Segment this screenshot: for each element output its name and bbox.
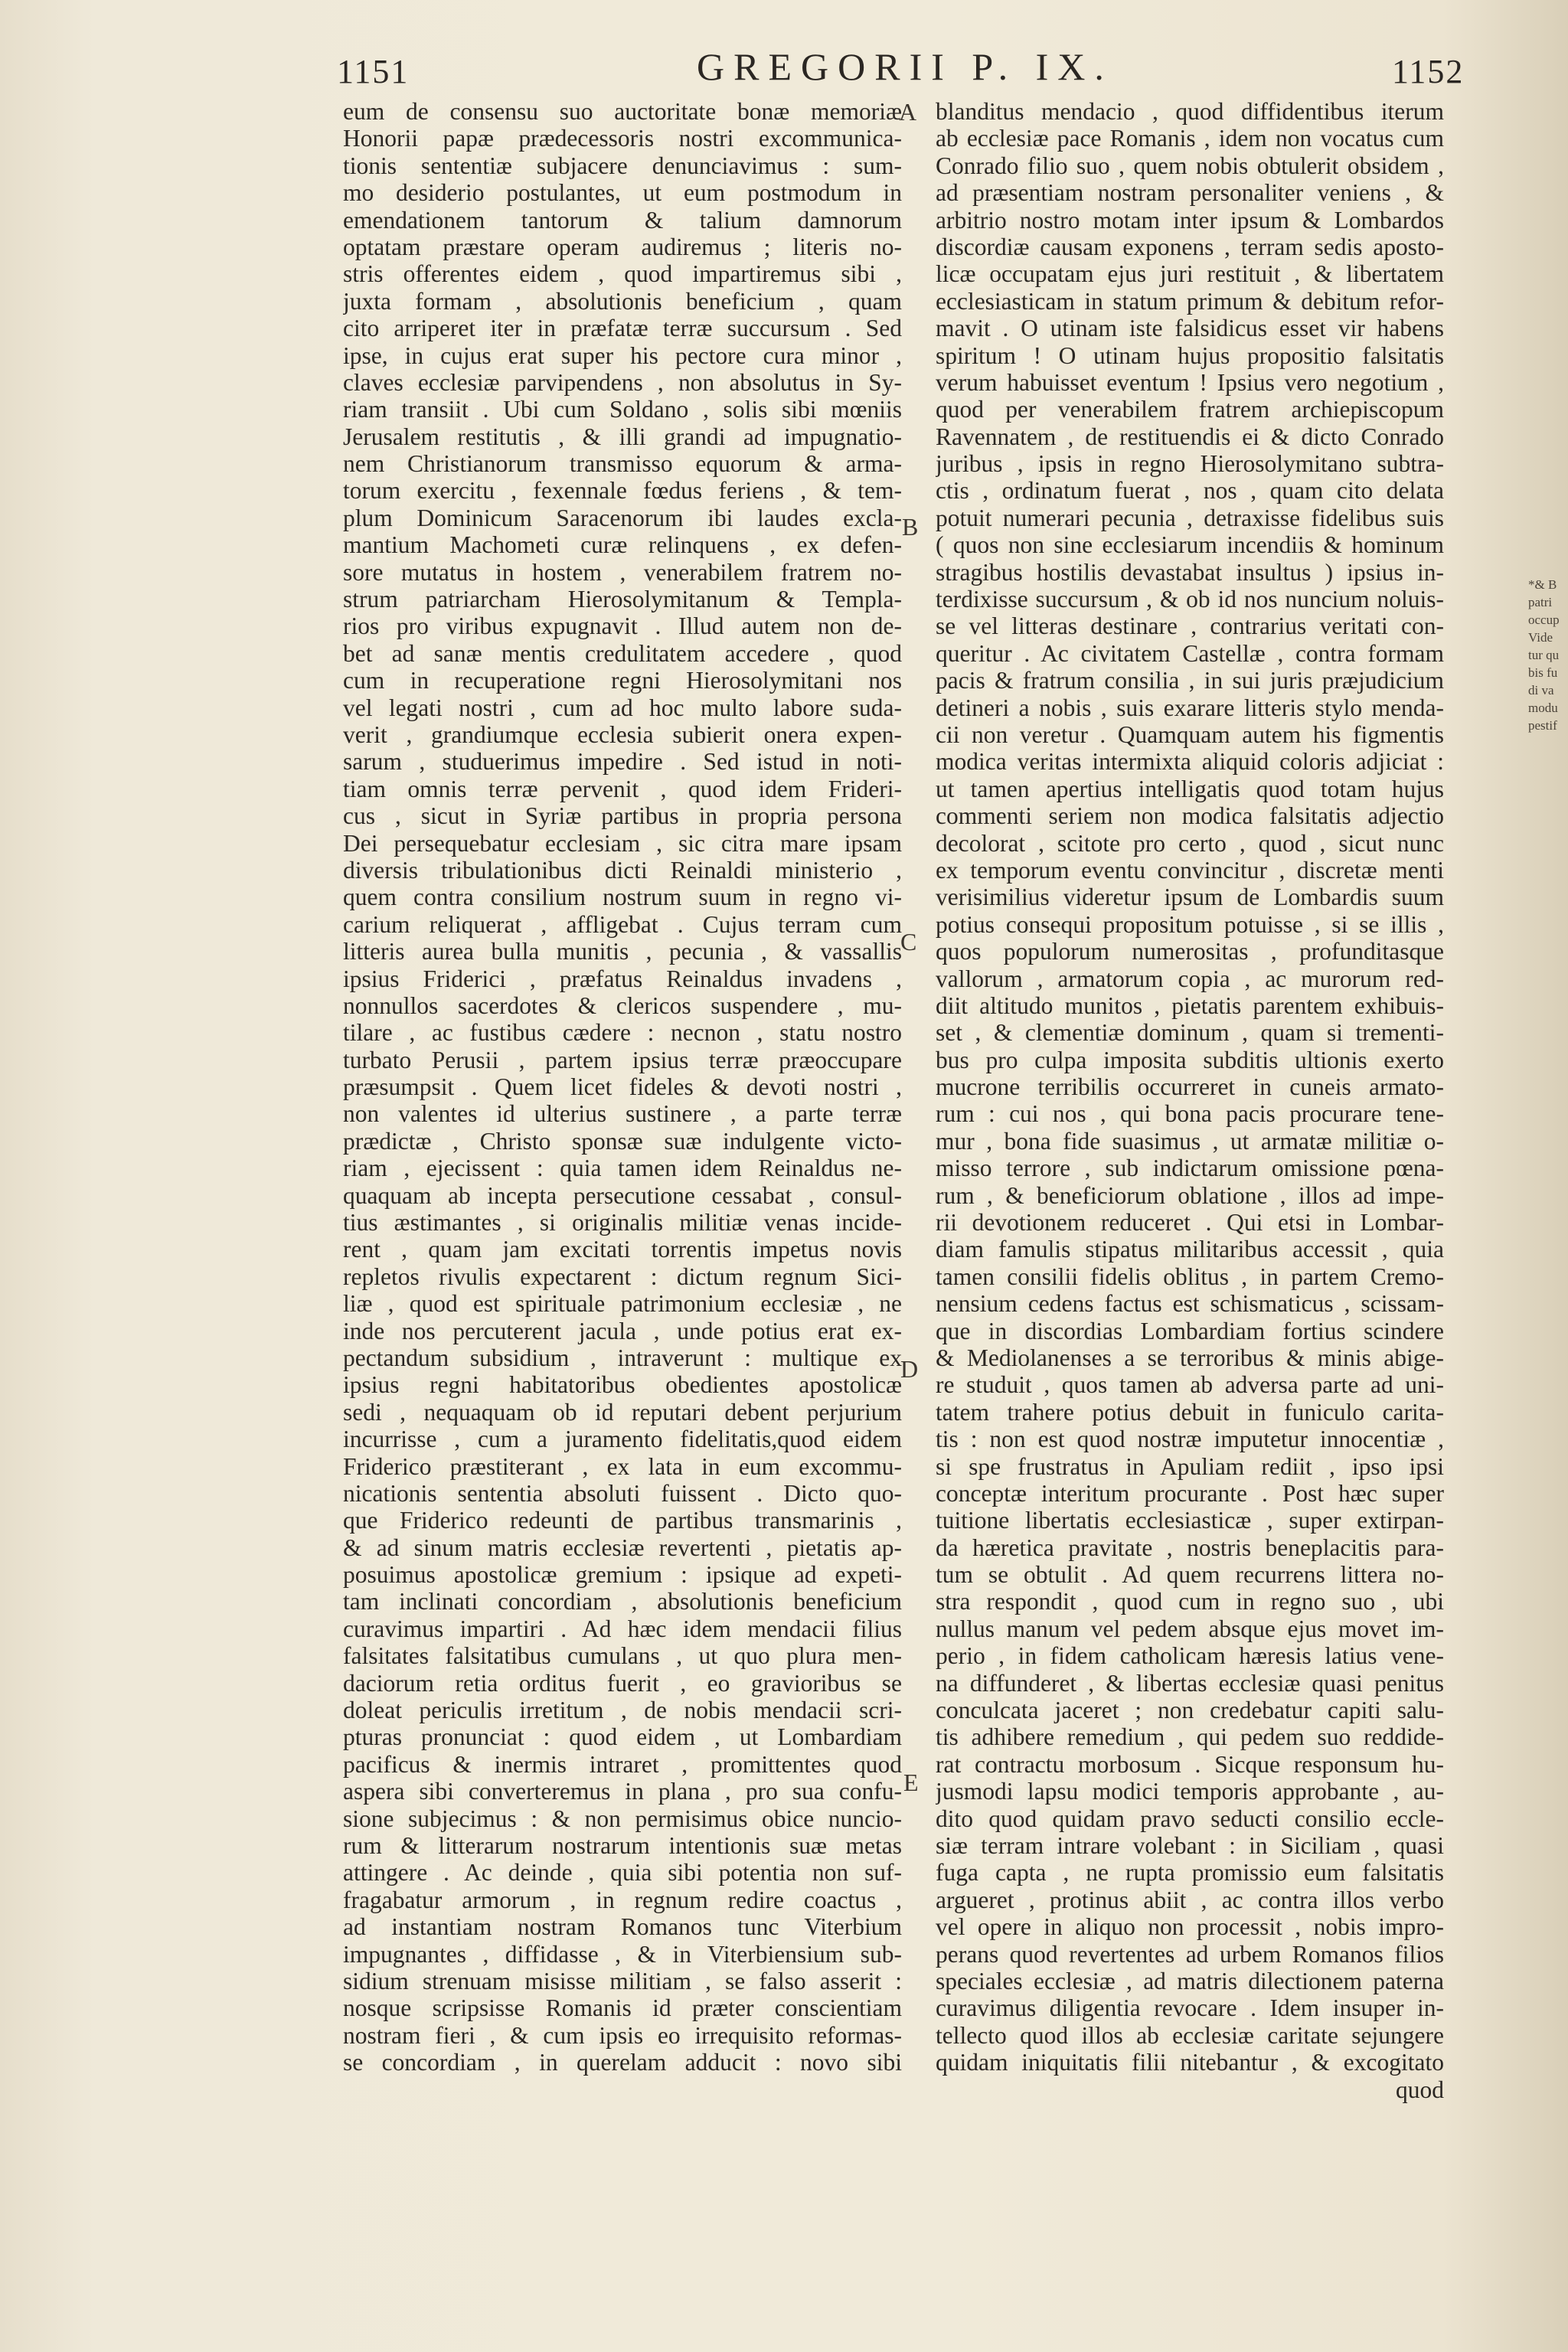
- text-line: ( quos non sine ecclesiarum incendiis & hominum: [936, 531, 1444, 559]
- text-line: bus pro culpa imposita subditis ultionis exerto: [936, 1046, 1444, 1073]
- text-line: se concordiam , in querelam adducit : novo sibi: [343, 2049, 902, 2076]
- text-line: stris offerentes eidem , quod impartiremus sibi ,: [343, 260, 902, 288]
- text-line: jusmodi lapsu modici temporis approbante , au-: [936, 1778, 1444, 1805]
- text-line: rios pro viribus expugnavit . Illud autem non de-: [343, 612, 902, 640]
- marginal-note-line: *& B: [1528, 577, 1557, 592]
- text-line: pacis & fratrum consilia , in sui juris præjudicium: [936, 667, 1444, 694]
- text-line: impugnantes , diffidasse , & in Viterbiensium sub-: [343, 1940, 902, 1968]
- text-line: diam famulis stipatus militaribus accessit , quia: [936, 1236, 1444, 1263]
- text-line: & ad sinum matris ecclesiæ revertenti , pietatis ap-: [343, 1534, 902, 1561]
- text-line: conceptæ interitum procurante . Post hæc super: [936, 1479, 1444, 1507]
- text-line: cito arriperet iter in præfatæ terræ succursum . Sed: [343, 315, 902, 342]
- text-line: nem Christianorum transmisso equorum & arma-: [343, 450, 902, 478]
- text-line: que in discordias Lombardiam fortius scindere: [936, 1317, 1444, 1344]
- text-line: quem contra consilium nostrum suum in regno vi-: [343, 884, 902, 911]
- text-line: pacificus & inermis intraret , promittentes quod: [343, 1750, 902, 1778]
- marginal-note-line: bis fu: [1528, 665, 1558, 680]
- text-line: discordiæ causam exponens , terram sedis aposto-: [936, 233, 1444, 260]
- text-line: detineri a nobis , suis exarare litteris stylo menda-: [936, 694, 1444, 721]
- text-line: bet ad sanæ mentis credulitatem accedere , quod: [343, 639, 902, 667]
- marginal-note-line: occup: [1528, 612, 1560, 627]
- margin-letter-e: E: [903, 1769, 919, 1796]
- folio-number-left: 1151: [337, 53, 410, 90]
- marginal-note: [1528, 576, 1568, 734]
- text-line: rii devotionem reduceret . Qui etsi in Lombar-: [936, 1209, 1444, 1236]
- margin-letter-c: C: [900, 928, 917, 956]
- text-line: tamen consilii fidelis oblitus , in partem Cremo-: [936, 1263, 1444, 1290]
- text-line: optatam præstare operam audiremus ; literis no-: [343, 233, 902, 260]
- text-line: incurrisse , cum a juramento fidelitatis,quod eidem: [343, 1426, 902, 1453]
- text-line: nosque scripsisse Romanis id præter conscientiam: [343, 1994, 902, 2022]
- text-line: mur , bona fide suasimus , ut armatæ militiæ o-: [936, 1127, 1444, 1155]
- running-title: GREGORII P. IX.: [697, 45, 1113, 88]
- text-line: sedi , nequaquam ob id reputari debent perjurium: [343, 1398, 902, 1426]
- text-line: vel legati nostri , cum ad hoc multo labore suda-: [343, 694, 902, 721]
- text-line: nonnullos sacerdotes & clericos suspendere , mu-: [343, 991, 902, 1019]
- text-line: cii non veretur . Quamquam autem his figmentis: [936, 720, 1444, 748]
- text-line: curavimus diligentia revocare . Idem insuper in-: [936, 1994, 1444, 2022]
- text-line: ipsius regni habitatoribus obedientes apostolicæ: [343, 1371, 902, 1399]
- text-line: argueret , protinus abiit , ac contra illos verbo: [936, 1886, 1444, 1913]
- text-line: quaquam ab incepta persecutione cessabat , consul-: [343, 1181, 902, 1209]
- text-line: rum , & beneficiorum oblatione , illos ad impe-: [936, 1181, 1444, 1209]
- text-line: verit , grandiumque ecclesia subierit onera expen-: [343, 720, 902, 748]
- text-line: potuit numerari pecunia , detraxisse fidelibus suis: [936, 504, 1444, 531]
- text-line: tum se obtulit . Ad quem recurrens littera no-: [936, 1561, 1444, 1589]
- text-line: rat contractu morbosum . Sicque responsum hu-: [936, 1750, 1444, 1778]
- text-line: Dei persequebatur ecclesiam , sic citra mare ipsam: [343, 829, 902, 857]
- text-line: non valentes id ulterius sustinere , a parte terræ: [343, 1100, 902, 1128]
- text-line: vallorum , armatorum copia , ac murorum red-: [936, 965, 1444, 992]
- text-line: perio , in fidem catholicam hæresis latius vene-: [936, 1642, 1444, 1670]
- text-line: ab ecclesiæ pace Romanis , idem non vocatus cum: [936, 125, 1444, 152]
- text-line: decolorat , scitote pro certo , quod , sicut nunc: [936, 829, 1444, 857]
- text-line: cus , sicut in Syriæ partibus in propria persona: [343, 802, 902, 830]
- text-line: quod per venerabilem fratrem archiepiscopum: [936, 396, 1444, 423]
- text-line: eum de consensu suo auctoritate bonæ memoriæ: [343, 98, 902, 125]
- text-line: tiam omnis terræ pervenit , quod idem Frideri-: [343, 775, 902, 802]
- text-line: carium reliquerat , affligebat . Cujus terram cum: [343, 910, 902, 938]
- text-line: Friderico præstiterant , ex lata in eum excommu-: [343, 1452, 902, 1480]
- text-line: tilare , ac fustibus cædere : necnon , statu nostro: [343, 1019, 902, 1047]
- text-line: misso terrore , sub indictarum omissione pœna-: [936, 1155, 1444, 1182]
- text-line: turbato Perusii , partem ipsius terræ præoccupare: [343, 1046, 902, 1073]
- text-line: siæ terram intrare volebant : in Siciliam , quasi: [936, 1832, 1444, 1859]
- text-line: ecclesiasticam in statum primum & debitum refor-: [936, 287, 1444, 315]
- text-line: Conrado filio suo , quem nobis obtulerit obsidem ,: [936, 152, 1444, 179]
- text-line: da hæretica pravitate , nostris beneplacitis para-: [936, 1534, 1444, 1561]
- text-line: liæ , quod est spirituale patrimonium ecclesiæ , ne: [343, 1290, 902, 1318]
- text-line: repletos rivulis expectarent : dictum regnum Sici-: [343, 1263, 902, 1290]
- text-line: mo desiderio postulantes, ut eum postmodum in: [343, 179, 902, 207]
- text-line: quod: [1396, 2076, 1444, 2103]
- text-line: nensium cedens factus est schismaticus , scissam-: [936, 1290, 1444, 1318]
- text-line: riam , ejecissent : quia tamen idem Reinaldus ne-: [343, 1155, 902, 1182]
- marginal-note-line: patri: [1528, 595, 1553, 609]
- text-line: verum habuisset eventum ! Ipsius vero negotium ,: [936, 368, 1444, 396]
- text-line: tam inclinati concordiam , absolutionis beneficium: [343, 1588, 902, 1615]
- text-line: & Mediolanenses a se terroribus & minis abige-: [936, 1344, 1444, 1371]
- text-line: mavit . O utinam iste falsidicus esset vir habens: [936, 315, 1444, 342]
- text-line: inde nos percuterent jacula , unde potius erat ex-: [343, 1317, 902, 1344]
- text-line: sarum , studuerimus impedire . Sed istud in noti-: [343, 748, 902, 776]
- text-line: tis adhibere remedium , qui pedem suo reddide-: [936, 1723, 1444, 1751]
- text-line: præsumpsit . Quem licet fideles & devoti nostri ,: [343, 1073, 902, 1101]
- text-line: blanditus mendacio , quod diffidentibus iterum: [936, 98, 1444, 125]
- text-line: Jerusalem restitutis , & illi grandi ad impugnatio-: [343, 423, 902, 450]
- text-line: ctis , ordinatum fuerat , nos , quam cito delata: [936, 477, 1444, 505]
- text-line: ut tamen apertius intelligatis quod totam hujus: [936, 775, 1444, 802]
- text-line: pturas pronunciat : quod eidem , ut Lombardiam: [343, 1723, 902, 1751]
- text-line: claves ecclesiæ parvipendens , non absolutus in Sy-: [343, 368, 902, 396]
- text-line: Honorii papæ prædecessoris nostri excommunica-: [343, 125, 902, 152]
- text-line: nullus manum vel pedem absque ejus movet im-: [936, 1615, 1444, 1642]
- text-line: rent , quam jam excitati torrentis impetus novis: [343, 1236, 902, 1263]
- text-line: dito quod quidam pravo seducti consilio eccle-: [936, 1805, 1444, 1832]
- margin-letter-d: D: [900, 1355, 919, 1383]
- right-text-column: [936, 98, 1444, 2103]
- text-line: strum patriarcham Hierosolymitanum & Templa-: [343, 586, 902, 613]
- text-line: mantium Machometi curæ relinquens , ex defen-: [343, 531, 902, 559]
- text-line: nostram fieri , & cum ipsis eo irrequisito reformas-: [343, 2021, 902, 2049]
- text-line: licæ occupatam ejus juri restituit , & libertatem: [936, 260, 1444, 288]
- text-line: aspera sibi converteremus in plana , pro sua confu-: [343, 1778, 902, 1805]
- text-line: modica veritas intermixta aliquid coloris adjiciat :: [936, 748, 1444, 776]
- text-line: tuitione libertatis ecclesiasticæ , super extirpan-: [936, 1507, 1444, 1534]
- text-line: sore mutatus in hostem , venerabilem fratrem no-: [343, 558, 902, 586]
- text-line: quos populorum numerositas , profunditasque: [936, 938, 1444, 965]
- text-line: tellecto quod illos ab ecclesiæ caritate sejungere: [936, 2021, 1444, 2049]
- text-line: conculcata jaceret ; non credebatur capiti salu-: [936, 1697, 1444, 1724]
- text-line: que Friderico redeunti de partibus transmarinis ,: [343, 1507, 902, 1534]
- text-line: riam transiit . Ubi cum Soldano , solis sibi mœniis: [343, 396, 902, 423]
- folio-number-right: 1152: [1392, 53, 1465, 90]
- text-line: tis : non est quod nostræ imputetur innocentiæ ,: [936, 1426, 1444, 1453]
- marginal-note-line: pestif: [1528, 718, 1557, 733]
- text-line: set , & clementiæ dominum , quam si trementi-: [936, 1019, 1444, 1047]
- text-line: doleat periculis irretitum , de nobis mendacii scri-: [343, 1697, 902, 1724]
- text-line: litteris aurea bulla munitis , pecunia , & vassallis: [343, 938, 902, 965]
- text-line: ad instantiam nostram Romanos tunc Viterbium: [343, 1913, 902, 1941]
- text-line: ad præsentiam nostram personaliter veniens , &: [936, 179, 1444, 207]
- text-line: tatem trahere potius debuit in funiculo carita-: [936, 1398, 1444, 1426]
- left-text-column: [343, 98, 902, 2076]
- text-line: pectandum subsidium , intraverunt : multique ex: [343, 1344, 902, 1371]
- margin-letter-b: B: [902, 513, 919, 541]
- marginal-note-line: modu: [1528, 701, 1558, 715]
- text-line: diit altitudo munitos , pietatis parentem exhibuis-: [936, 991, 1444, 1019]
- text-line: posuimus apostolicæ gremium : ipsique ad expeti-: [343, 1561, 902, 1589]
- text-line: attingere . Ac deinde , quia sibi potentia non suf-: [343, 1859, 902, 1886]
- text-line: potius consequi propositum potuisse , si se illis ,: [936, 910, 1444, 938]
- text-line: vel opere in aliquo non processit , nobis impro-: [936, 1913, 1444, 1941]
- margin-letter-a: A: [899, 98, 917, 126]
- page-header: [0, 44, 1568, 90]
- text-line: plum Dominicum Saracenorum ibi laudes excla-: [343, 504, 902, 531]
- text-line: si spe frustratus in Apuliam rediit , ipso ipsi: [936, 1452, 1444, 1480]
- text-line: mucrone terribilis occurreret in cuneis armato-: [936, 1073, 1444, 1101]
- text-line: quidam iniquitatis filii nitebantur , & excogitato: [936, 2049, 1444, 2076]
- text-line: sidium strenuam misisse militiam , se falso asserit :: [343, 1967, 902, 1994]
- text-line: cum in recuperatione regni Hierosolymitani nos: [343, 667, 902, 694]
- text-line: commenti seriem non modica falsitatis adjectio: [936, 802, 1444, 830]
- text-line: rum : cui nos , qui bona pacis procurare tene-: [936, 1100, 1444, 1128]
- text-line: speciales ecclesiæ , ad matris dilectionem paterna: [936, 1967, 1444, 1994]
- text-line: perans quod revertentes ad urbem Romanos filios: [936, 1940, 1444, 1968]
- text-line: prædictæ , Christo sponsæ suæ indulgente victo-: [343, 1127, 902, 1155]
- marginal-note-line: Vide: [1528, 630, 1553, 645]
- marginal-note-line: di va: [1528, 683, 1554, 697]
- text-line: sione subjecimus : & non permisimus obice nuncio-: [343, 1805, 902, 1832]
- marginal-note-line: tur qu: [1528, 648, 1560, 662]
- text-line: ipsius Friderici , præfatus Reinaldus invadens ,: [343, 965, 902, 992]
- text-line: diversis tribulationibus dicti Reinaldi ministerio ,: [343, 856, 902, 884]
- text-line: arbitrio nostro motam inter ipsum & Lombardos: [936, 206, 1444, 234]
- text-line: tionis sententiæ subjacere denunciavimus : sum-: [343, 152, 902, 179]
- text-line: curavimus impartiri . Ad hæc idem mendacii filius: [343, 1615, 902, 1642]
- text-line: stragibus hostilis devastabat insultus ) ipsius in-: [936, 558, 1444, 586]
- text-line: nicationis sententia absoluti fuissent . Dicto quo-: [343, 1479, 902, 1507]
- text-line: Ravennatem , de restituendis ei & dicto Conrado: [936, 423, 1444, 450]
- text-line: falsitates falsitatibus cumulans , ut quo plura men-: [343, 1642, 902, 1670]
- text-line: juribus , ipsis in regno Hierosolymitano subtra-: [936, 450, 1444, 478]
- text-line: ex temporum eventu convincitur , discretæ menti: [936, 856, 1444, 884]
- text-line: daciorum retia orditus fuerit , eo gravioribus se: [343, 1669, 902, 1697]
- text-line: rum & litterarum nostrarum intentionis suæ metas: [343, 1832, 902, 1859]
- text-line: emendationem tantorum & talium damnorum: [343, 206, 902, 234]
- text-line: stra respondit , quod cum in regno suo , ubi: [936, 1588, 1444, 1615]
- text-line: queritur . Ac civitatem Castellæ , contra formam: [936, 639, 1444, 667]
- text-line: verisimilius videretur ipsum de Lombardis suum: [936, 884, 1444, 911]
- text-line: terdixisse succursum , & ob id nos nuncium noluis-: [936, 586, 1444, 613]
- text-line: tius æstimantes , si originalis militiæ venas incide-: [343, 1209, 902, 1236]
- text-line: ipse, in cujus erat super his pectore cura minor ,: [343, 341, 902, 369]
- text-line: spiritum ! O utinam hujus propositio falsitatis: [936, 341, 1444, 369]
- text-line: torum exercitu , fexennale fœdus feriens , & tem-: [343, 477, 902, 505]
- text-line: re studuit , quos tamen ab adversa parte ad uni-: [936, 1371, 1444, 1399]
- text-line: juxta formam , absolutionis beneficium , quam: [343, 287, 902, 315]
- text-line: na diffunderet , & libertas ecclesiæ quasi penitus: [936, 1669, 1444, 1697]
- text-line: se vel litteras destinare , contrarius veritati con-: [936, 612, 1444, 640]
- text-line: fuga capta , ne rupta promissio eum falsitatis: [936, 1859, 1444, 1886]
- text-line: fragabatur armorum , in regnum redire coactus ,: [343, 1886, 902, 1913]
